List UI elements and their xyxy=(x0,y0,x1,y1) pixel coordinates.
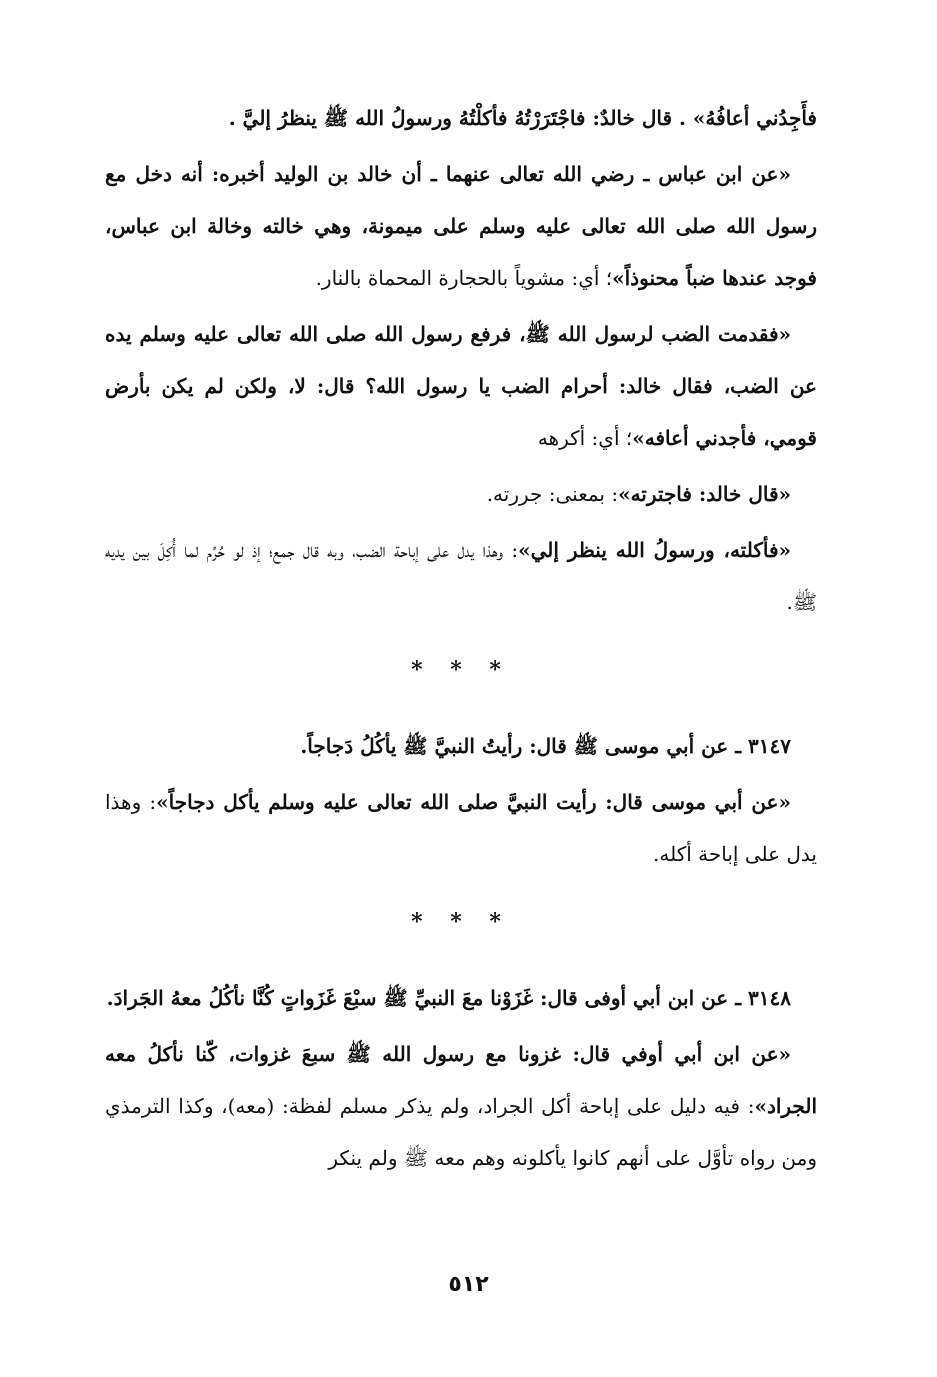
paragraph-5-text: : وهذا يدل على إباحة الضب، وبه قال جمع؛ إذ لو حُرِّم لما أُكِلَ بين يديه ﷺ. xyxy=(105,538,817,614)
paragraph-7-text: : وهذا يدل على إباحة أكله. xyxy=(105,790,817,866)
section-separator-1: * * * xyxy=(411,657,511,683)
paragraph-1-bold: فأَجِدُني أعافُهُ» . قال خالدٌ: فاجْتَرَرْتُهُ فأكلْتُهُ ورسولُ الله ﷺ ينظرُ إليَّ . xyxy=(228,106,817,130)
paragraph-3-text: ؛ أي: أكرهه xyxy=(537,426,633,450)
page-number: ٥١٢ xyxy=(448,1272,489,1297)
paragraph-5-bold: «فأكلته، ورسولُ الله ينظر إلي» xyxy=(518,538,792,562)
page-body xyxy=(105,92,817,1188)
paragraph-2-text: ؛ أي: مشوياً بالحجارة المحماة بالنار. xyxy=(315,266,613,290)
paragraph-7 xyxy=(105,776,817,880)
paragraph-3-bold: «فقدمت الضب لرسول الله ﷺ، فرفع رسول الله صلى الله تعالى عليه وسلم يده عن الضب، فقال خالد: أحرام الضب يا رسول الله؟ قال: لا، ولكن لم يكن بأرض قومي، فأجدني أعافه» xyxy=(105,322,817,450)
hadith-3147-text: ٣١٤٧ ـ عن أبي موسى ﷺ قال: رأيتُ النبيَّ ﷺ يأكُلُ دَجاجاً. xyxy=(300,734,791,758)
hadith-3147 xyxy=(105,720,817,772)
paragraph-9-bold: «عن ابن أبي أوفي قال: غزونا مع رسول الله ﷺ سبعَ غزوات، كّنا نأكلُ معه الجراد» xyxy=(105,1042,817,1118)
hadith-3148 xyxy=(105,972,817,1024)
paragraph-2 xyxy=(105,148,817,304)
paragraph-7-bold: «عن أبي موسى قال: رأيت النبيَّ صلى الله تعالى عليه وسلم يأكل دجاجاً» xyxy=(156,790,791,814)
paragraph-5 xyxy=(105,524,817,628)
paragraph-9-text: : فيه دليل على إباحة أكل الجراد، ولم يذكر مسلم لفظة: (معه)، وكذا الترمذي ومن رواه تأوَّل على أنهم كانوا يأكلونه وهم معه ﷺ ولم ينكر xyxy=(105,1094,817,1170)
paragraph-3 xyxy=(105,308,817,464)
paragraph-4-bold: «قال خالد: فاجترته» xyxy=(618,482,791,506)
paragraph-4-text: : بمعنى: جررته. xyxy=(486,482,619,506)
paragraph-1 xyxy=(105,92,817,144)
paragraph-2-bold: «عن ابن عباس ـ رضي الله تعالى عنهما ـ أن خالد بن الوليد أخبره: أنه دخل مع رسول الله صلى الله تعالى عليه وسلم على ميمونة، وهي خالته وخالة ابن عباس، فوجد عندها ضباً محنوذاً» xyxy=(105,162,818,290)
paragraph-4 xyxy=(105,468,817,520)
hadith-3148-text: ٣١٤٨ ـ عن ابن أبي أوفى قال: غَزَوْنا معَ النبيِّ ﷺ سبْعَ غَزَواتٍ كُنَّا نأكُلُ معهُ الجَرادَ. xyxy=(106,986,791,1010)
paragraph-9 xyxy=(105,1028,817,1184)
section-separator-2: * * * xyxy=(411,909,511,935)
